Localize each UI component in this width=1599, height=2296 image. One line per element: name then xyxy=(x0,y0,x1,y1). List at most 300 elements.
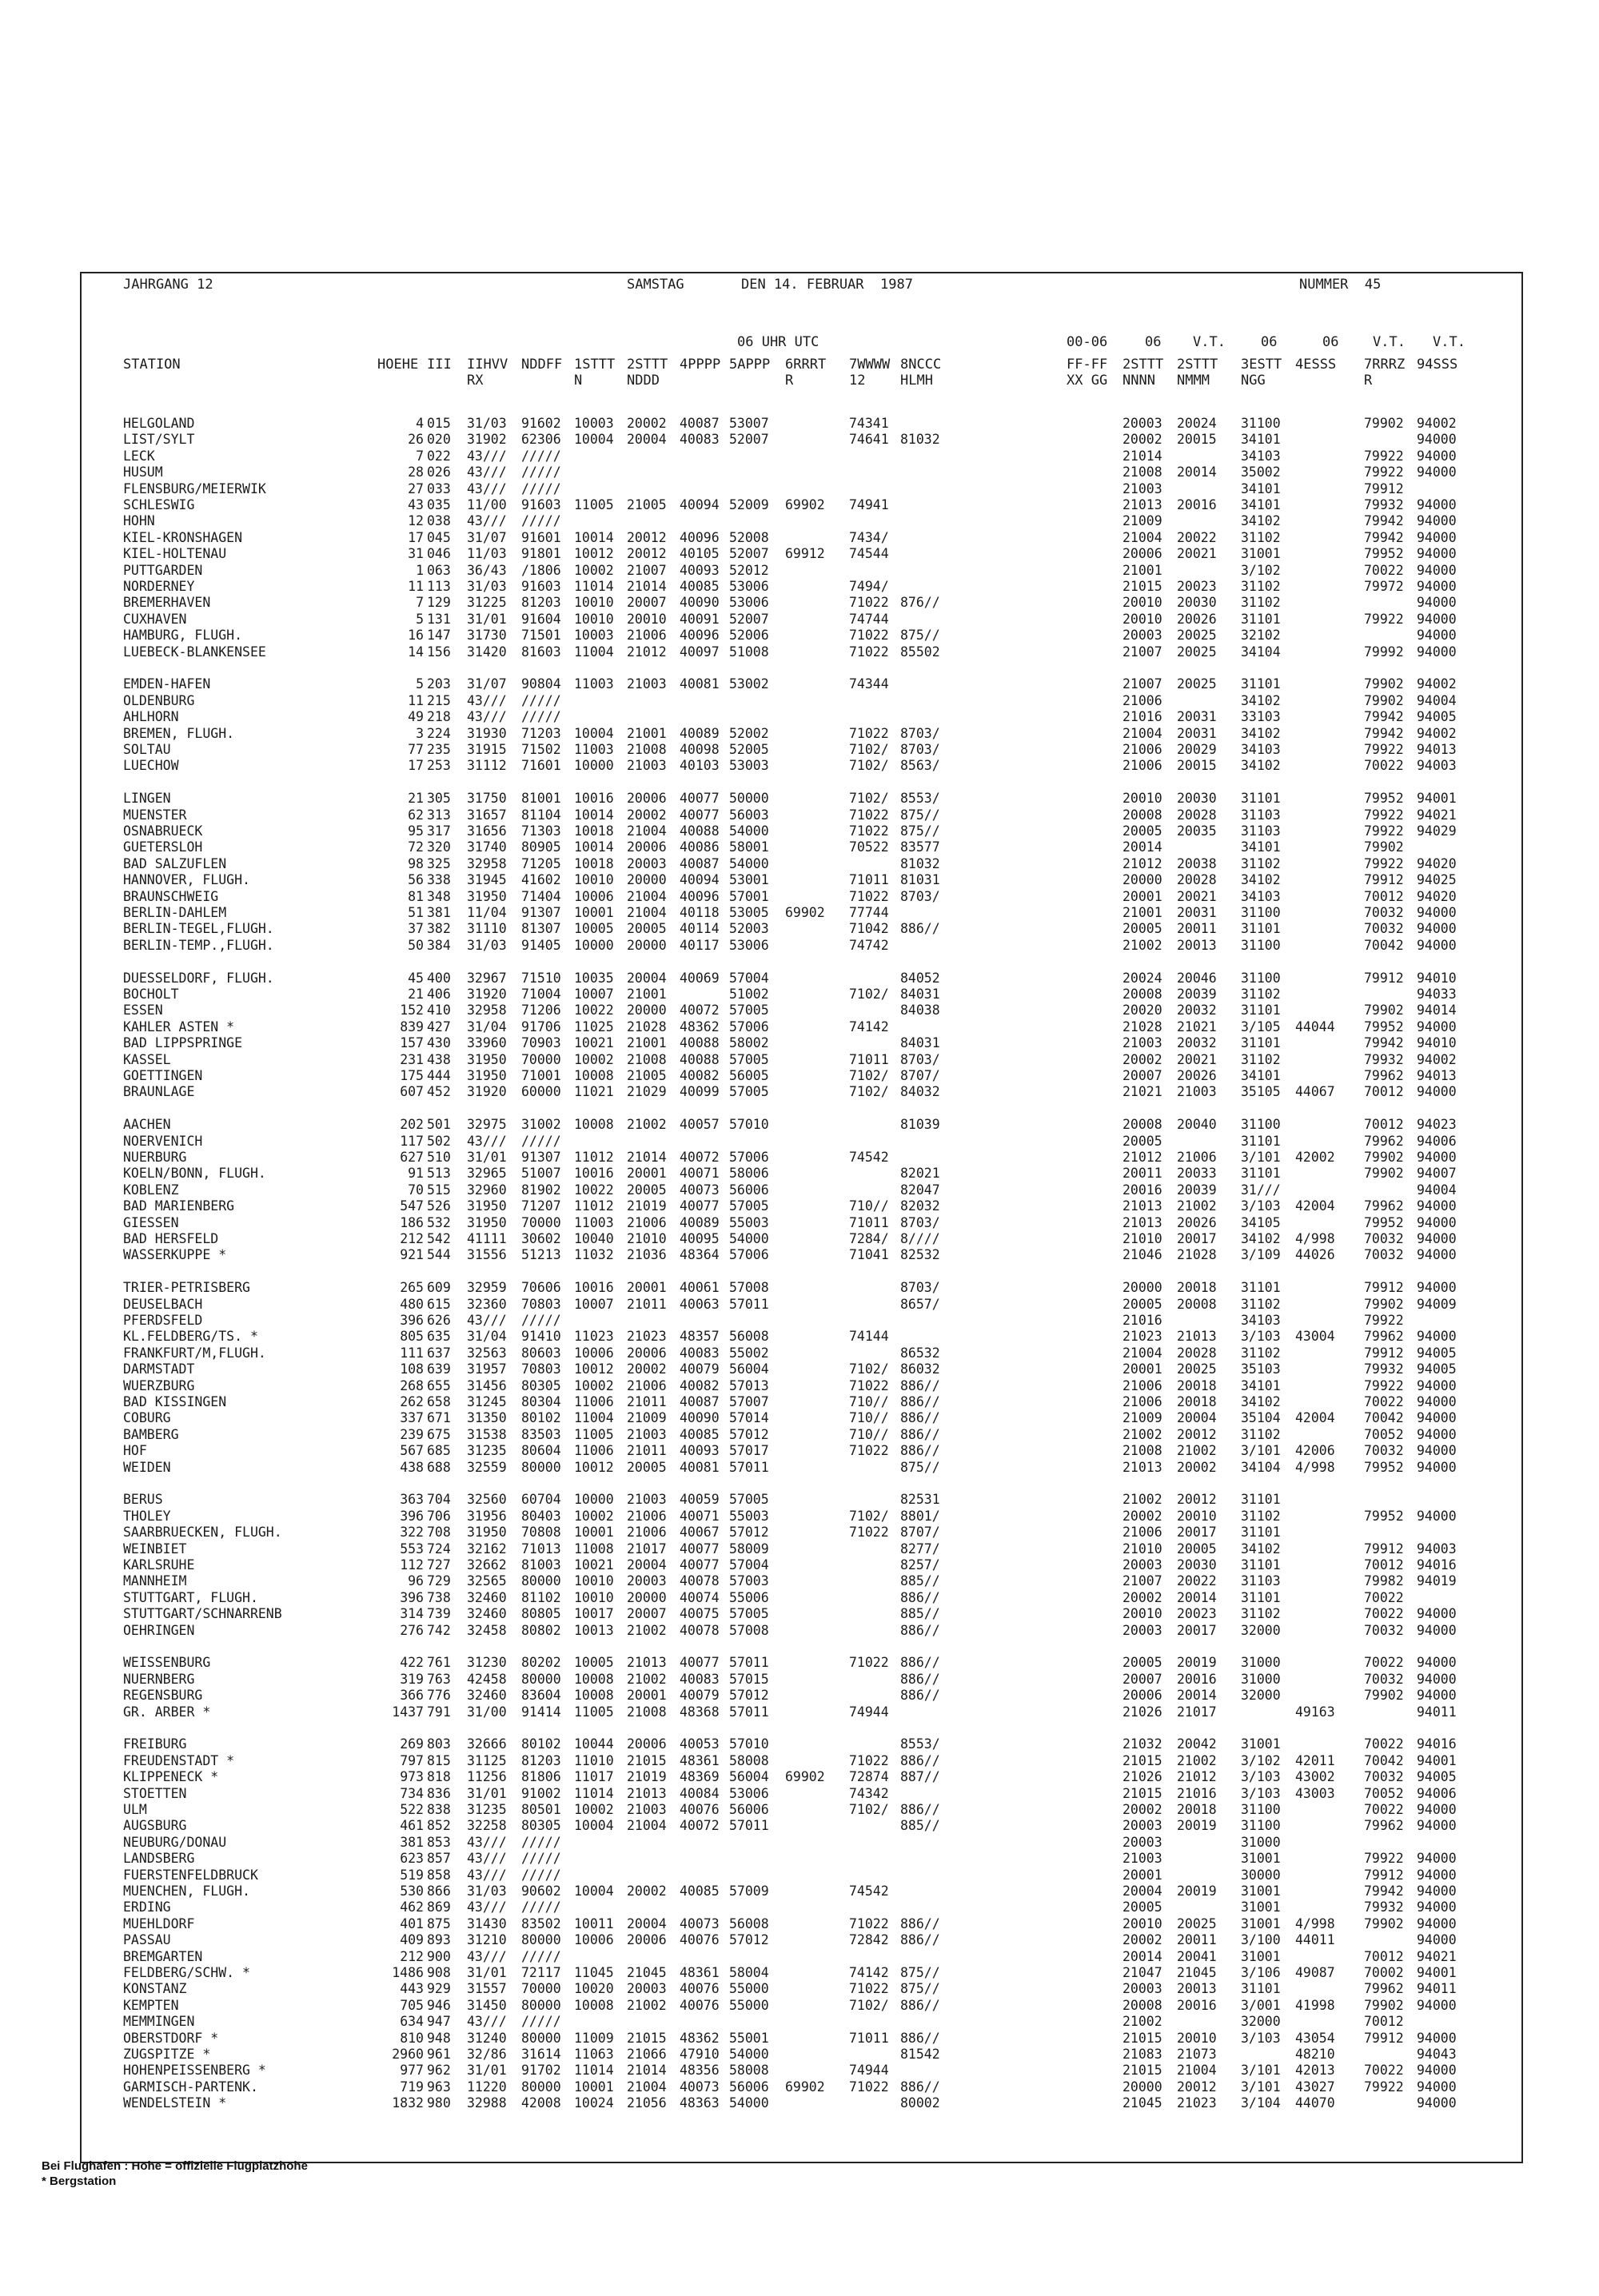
cell-iihvv: 31920 xyxy=(467,1084,507,1100)
cell-c5appp: 52007 xyxy=(729,432,769,448)
cell-c8nccc: 8801/ xyxy=(900,1508,940,1524)
cell-iihvv: 43/// xyxy=(467,448,507,464)
cell-nddff: 81104 xyxy=(521,807,561,823)
cell-nddff: 91307 xyxy=(521,1150,561,1165)
cell-nddff: 71303 xyxy=(521,823,561,839)
cell-iihvv: 31/00 xyxy=(467,1704,507,1720)
cell-c8nccc: 886// xyxy=(900,1443,940,1459)
cell-c7wwww: 71011 xyxy=(849,2030,889,2046)
cell-c1sttt: 10004 xyxy=(574,725,614,741)
cell-s4esss: 43027 xyxy=(1295,2079,1335,2095)
cell-c8nccc: 82047 xyxy=(900,1182,940,1198)
cell-c2sttt: 20006 xyxy=(627,1736,667,1752)
cell-c1sttt: 11005 xyxy=(574,1426,614,1442)
cell-s2sttt: 20005 xyxy=(1122,1296,1162,1312)
cell-s3estt: 32000 xyxy=(1241,2014,1281,2030)
cell-nddff: 80604 xyxy=(521,1443,561,1459)
cell-nddff: 71001 xyxy=(521,1068,561,1083)
cell-c7wwww: 74142 xyxy=(849,1965,889,1980)
cell-s94sss: 94001 xyxy=(1417,1752,1457,1768)
cell-s2sttt_vt: 20030 xyxy=(1177,791,1217,807)
cell-c5appp: 55003 xyxy=(729,1214,769,1230)
cell-s94sss: 94000 xyxy=(1417,579,1457,594)
cell-s3estt: 31101 xyxy=(1241,1557,1281,1573)
cell-hoehe: 50 xyxy=(408,937,424,953)
cell-c7wwww: 7102/ xyxy=(849,742,889,757)
station-name: NEUBURG/DONAU xyxy=(123,1834,227,1850)
station-name: HOF xyxy=(123,1443,147,1459)
cell-s2sttt_vt: 21013 xyxy=(1177,1329,1217,1345)
cell-s3estt: 32000 xyxy=(1241,1622,1281,1638)
cell-c1sttt: 10007 xyxy=(574,1296,614,1312)
cell-c1sttt: 10014 xyxy=(574,807,614,823)
column-header-c7wwww-sub: 12 xyxy=(849,373,866,389)
cell-c5appp: 56004 xyxy=(729,1361,769,1377)
cell-s3estt: 34102 xyxy=(1241,872,1281,888)
column-header-s2sttt_vt: 2STTT xyxy=(1177,357,1218,373)
cell-s3estt: 3/101 xyxy=(1241,1150,1281,1165)
cell-iihvv: 31/07 xyxy=(467,529,507,545)
column-header-c6rrrt-sub: R xyxy=(785,373,794,389)
cell-s2sttt: 21010 xyxy=(1122,1231,1162,1246)
cell-s7rrrz: 79922 xyxy=(1364,855,1404,871)
cell-iii: 866 xyxy=(427,1883,451,1899)
cell-c2sttt: 21019 xyxy=(627,1769,667,1785)
cell-s2sttt: 20002 xyxy=(1122,1508,1162,1524)
cell-hoehe: 337 xyxy=(400,1410,424,1426)
cell-c1sttt: 10000 xyxy=(574,1492,614,1508)
column-header-s3estt: 3ESTT xyxy=(1241,357,1282,373)
cell-s2sttt_vt: 20018 xyxy=(1177,1280,1217,1296)
cell-s94sss: 94000 xyxy=(1417,1150,1457,1165)
cell-c1sttt: 10010 xyxy=(574,611,614,627)
cell-nddff: 81203 xyxy=(521,1752,561,1768)
cell-c8nccc: 8553/ xyxy=(900,1736,940,1752)
cell-c2sttt: 20000 xyxy=(627,872,667,888)
cell-c8nccc: 84038 xyxy=(900,1003,940,1018)
cell-s3estt: 31/// xyxy=(1241,1182,1281,1198)
cell-c5appp: 52006 xyxy=(729,628,769,644)
station-name: BAD MARIENBERG xyxy=(123,1198,235,1214)
cell-s94sss: 94043 xyxy=(1417,2047,1457,2062)
cell-hoehe: 21 xyxy=(408,791,424,807)
cell-c4pppp: 40093 xyxy=(680,1443,720,1459)
cell-s3estt: 31101 xyxy=(1241,1035,1281,1051)
cell-iii: 858 xyxy=(427,1867,451,1883)
station-name: KASSEL xyxy=(123,1051,171,1067)
cell-c2sttt: 21066 xyxy=(627,2047,667,2062)
footnote-airport-height: Bei Flughäfen : Höhe = offizielle Flugplatzhöhe xyxy=(42,2159,308,2173)
cell-c8nccc: 8563/ xyxy=(900,758,940,774)
station-name: MUENSTER xyxy=(123,807,187,823)
cell-c2sttt: 21002 xyxy=(627,1671,667,1687)
cell-c2sttt: 21019 xyxy=(627,1198,667,1214)
cell-s7rrrz: 79942 xyxy=(1364,725,1404,741)
cell-c2sttt: 21005 xyxy=(627,1068,667,1083)
cell-nddff: 80000 xyxy=(521,1932,561,1948)
cell-s3estt: 31000 xyxy=(1241,1655,1281,1671)
cell-iihvv: 31420 xyxy=(467,644,507,660)
cell-c1sttt: 10008 xyxy=(574,1117,614,1133)
cell-s2sttt_vt: 20042 xyxy=(1177,1736,1217,1752)
cell-c5appp: 52003 xyxy=(729,921,769,937)
cell-hoehe: 1437 xyxy=(392,1704,424,1720)
cell-hoehe: 805 xyxy=(400,1329,424,1345)
cell-iii: 045 xyxy=(427,529,451,545)
cell-iihvv: 31950 xyxy=(467,1214,507,1230)
cell-c1sttt: 10003 xyxy=(574,628,614,644)
cell-c1sttt: 10001 xyxy=(574,905,614,920)
cell-s7rrrz: 70032 xyxy=(1364,1769,1404,1785)
cell-iihvv: 31/01 xyxy=(467,611,507,627)
cell-c8nccc: 84031 xyxy=(900,987,940,1002)
cell-nddff: 90602 xyxy=(521,1883,561,1899)
cell-iii: 791 xyxy=(427,1704,451,1720)
cell-s2sttt: 21007 xyxy=(1122,676,1162,692)
cell-c7wwww: 7102/ xyxy=(849,987,889,1002)
cell-s94sss: 94000 xyxy=(1417,1688,1457,1704)
cell-nddff: ///// xyxy=(521,709,561,725)
cell-s3estt: 35105 xyxy=(1241,1084,1281,1100)
cell-c2sttt: 20006 xyxy=(627,839,667,855)
cell-c4pppp: 40072 xyxy=(680,1003,720,1018)
cell-hoehe: 28 xyxy=(408,464,424,480)
column-header-s7rrrz: 7RRRZ xyxy=(1364,357,1406,373)
cell-c1sttt: 10010 xyxy=(574,872,614,888)
cell-c1sttt: 10001 xyxy=(574,1525,614,1541)
cell-s7rrrz: 79912 xyxy=(1364,970,1404,986)
cell-c2sttt: 20001 xyxy=(627,1280,667,1296)
cell-c5appp: 57005 xyxy=(729,1003,769,1018)
cell-c2sttt: 20004 xyxy=(627,970,667,986)
cell-c8nccc: 81032 xyxy=(900,432,940,448)
cell-s7rrrz: 79932 xyxy=(1364,1051,1404,1067)
cell-s2sttt: 20000 xyxy=(1122,872,1162,888)
cell-s2sttt: 21010 xyxy=(1122,1541,1162,1557)
cell-iii: 708 xyxy=(427,1525,451,1541)
cell-c5appp: 52009 xyxy=(729,497,769,512)
cell-c7wwww: 71041 xyxy=(849,1247,889,1263)
cell-iii: 763 xyxy=(427,1671,451,1687)
cell-c8nccc: 86032 xyxy=(900,1361,940,1377)
cell-c2sttt: 21011 xyxy=(627,1296,667,1312)
cell-c1sttt: 10012 xyxy=(574,1459,614,1475)
cell-s7rrrz: 70022 xyxy=(1364,1655,1404,1671)
cell-c1sttt: 10004 xyxy=(574,432,614,448)
cell-hoehe: 43 xyxy=(408,497,424,512)
cell-c8nccc: 84032 xyxy=(900,1084,940,1100)
cell-iii: 836 xyxy=(427,1785,451,1801)
station-name: WUERZBURG xyxy=(123,1377,195,1393)
cell-iii: 348 xyxy=(427,888,451,904)
cell-iii: 929 xyxy=(427,1981,451,1997)
cell-c4pppp: 40072 xyxy=(680,1150,720,1165)
cell-s2sttt: 20002 xyxy=(1122,1589,1162,1605)
cell-s4esss: 44011 xyxy=(1295,1932,1335,1948)
cell-c8nccc: 81031 xyxy=(900,872,940,888)
cell-s94sss: 94005 xyxy=(1417,1345,1457,1361)
cell-c4pppp: 40098 xyxy=(680,742,720,757)
group-label-06b: 06 xyxy=(1261,334,1278,350)
cell-c1sttt: 11012 xyxy=(574,1198,614,1214)
cell-iihvv: 31950 xyxy=(467,1051,507,1067)
cell-iihvv: 43/// xyxy=(467,480,507,496)
cell-c7wwww: 71022 xyxy=(849,595,889,611)
cell-iii: 655 xyxy=(427,1377,451,1393)
cell-c8nccc: 885// xyxy=(900,1573,940,1589)
cell-c1sttt: 10002 xyxy=(574,562,614,578)
cell-hoehe: 322 xyxy=(400,1525,424,1541)
cell-s7rrrz: 70012 xyxy=(1364,1557,1404,1573)
cell-s2sttt_vt: 20041 xyxy=(1177,1948,1217,1964)
station-name: FUERSTENFELDBRUCK xyxy=(123,1867,258,1883)
cell-c1sttt: 11014 xyxy=(574,2063,614,2079)
cell-c2sttt: 21013 xyxy=(627,1655,667,1671)
station-name: FLENSBURG/MEIERWIK xyxy=(123,480,266,496)
cell-s3estt: 32102 xyxy=(1241,628,1281,644)
cell-s2sttt: 20002 xyxy=(1122,432,1162,448)
station-name: BAD LIPPSPRINGE xyxy=(123,1035,243,1051)
cell-nddff: 91414 xyxy=(521,1704,561,1720)
cell-s3estt: 31101 xyxy=(1241,1133,1281,1149)
cell-s2sttt: 21009 xyxy=(1122,1410,1162,1426)
cell-s2sttt_vt: 20030 xyxy=(1177,595,1217,611)
cell-s3estt: 31100 xyxy=(1241,937,1281,953)
cell-c5appp: 57005 xyxy=(729,1198,769,1214)
cell-c5appp: 56006 xyxy=(729,2079,769,2095)
cell-c8nccc: 886// xyxy=(900,1932,940,1948)
station-name: BREMEN, FLUGH. xyxy=(123,725,235,741)
cell-s4esss: 4/998 xyxy=(1295,1231,1335,1246)
cell-hoehe: 705 xyxy=(400,1997,424,2013)
cell-c1sttt: 10004 xyxy=(574,1883,614,1899)
cell-c2sttt: 21056 xyxy=(627,2095,667,2111)
cell-s7rrrz: 79902 xyxy=(1364,1003,1404,1018)
cell-c1sttt: 10012 xyxy=(574,546,614,562)
station-name: HOHENPEISSENBERG * xyxy=(123,2063,266,2079)
cell-c7wwww: 71022 xyxy=(849,725,889,741)
cell-iihvv: 32666 xyxy=(467,1736,507,1752)
cell-iihvv: 33960 xyxy=(467,1035,507,1051)
cell-c2sttt: 21011 xyxy=(627,1394,667,1409)
cell-nddff: 72117 xyxy=(521,1965,561,1980)
cell-s94sss: 94021 xyxy=(1417,807,1457,823)
cell-c7wwww: 7102/ xyxy=(849,791,889,807)
cell-s2sttt_vt: 20023 xyxy=(1177,1606,1217,1622)
cell-s2sttt: 21002 xyxy=(1122,1426,1162,1442)
cell-iihvv: 31/04 xyxy=(467,1018,507,1034)
cell-s94sss: 94023 xyxy=(1417,1117,1457,1133)
cell-c5appp: 57010 xyxy=(729,1117,769,1133)
cell-hoehe: 314 xyxy=(400,1606,424,1622)
cell-c8nccc: 8257/ xyxy=(900,1557,940,1573)
cell-s2sttt: 21013 xyxy=(1122,497,1162,512)
cell-s3estt: 31103 xyxy=(1241,807,1281,823)
cell-s94sss: 94000 xyxy=(1417,2079,1457,2095)
cell-c7wwww: 71011 xyxy=(849,872,889,888)
cell-c2sttt: 20006 xyxy=(627,1345,667,1361)
cell-c5appp: 57009 xyxy=(729,1883,769,1899)
cell-s2sttt: 20010 xyxy=(1122,595,1162,611)
cell-c6rrrt: 69902 xyxy=(785,2079,825,2095)
cell-s2sttt_vt: 21045 xyxy=(1177,1965,1217,1980)
cell-c1sttt: 10016 xyxy=(574,791,614,807)
cell-s2sttt: 21004 xyxy=(1122,725,1162,741)
cell-iihvv: 32967 xyxy=(467,970,507,986)
cell-iii: 727 xyxy=(427,1557,451,1573)
cell-c4pppp: 40076 xyxy=(680,1932,720,1948)
cell-hoehe: 72 xyxy=(408,839,424,855)
cell-c2sttt: 20002 xyxy=(627,807,667,823)
cell-s7rrrz: 70002 xyxy=(1364,1965,1404,1980)
cell-iii: 869 xyxy=(427,1899,451,1915)
cell-iihvv: 31902 xyxy=(467,432,507,448)
cell-c4pppp: 40071 xyxy=(680,1166,720,1182)
column-header-ffff: FF-FF xyxy=(1067,357,1108,373)
cell-iii: 815 xyxy=(427,1752,451,1768)
cell-c1sttt: 10001 xyxy=(574,2079,614,2095)
station-name: NUERNBERG xyxy=(123,1671,195,1687)
cell-hoehe: 21 xyxy=(408,987,424,1002)
cell-iihvv: 32965 xyxy=(467,1166,507,1182)
cell-c5appp: 57013 xyxy=(729,1377,769,1393)
cell-s3estt: 31001 xyxy=(1241,1948,1281,1964)
cell-c7wwww: 71022 xyxy=(849,1915,889,1931)
cell-s94sss: 94001 xyxy=(1417,1965,1457,1980)
cell-c4pppp: 48362 xyxy=(680,1018,720,1034)
cell-iii: 131 xyxy=(427,611,451,627)
date-label: DEN 14. FEBRUAR 1987 xyxy=(741,277,913,293)
footnote-mountain-station: * Bergstation xyxy=(42,2174,117,2188)
cell-iii: 853 xyxy=(427,1834,451,1850)
cell-c2sttt: 20007 xyxy=(627,1606,667,1622)
cell-c1sttt: 10005 xyxy=(574,921,614,937)
cell-s3estt: 3/101 xyxy=(1241,1443,1281,1459)
station-name: NOERVENICH xyxy=(123,1133,203,1149)
cell-c8nccc: 875// xyxy=(900,1965,940,1980)
station-name: AHLHORN xyxy=(123,709,179,725)
cell-c2sttt: 21010 xyxy=(627,1231,667,1246)
cell-c8nccc: 885// xyxy=(900,1818,940,1834)
cell-c8nccc: 8703/ xyxy=(900,1051,940,1067)
column-header-s7rrrz-sub: R xyxy=(1364,373,1373,389)
cell-c8nccc: 82032 xyxy=(900,1198,940,1214)
cell-nddff: 71207 xyxy=(521,1198,561,1214)
cell-c5appp: 53006 xyxy=(729,595,769,611)
cell-hoehe: 112 xyxy=(400,1557,424,1573)
cell-iii: 776 xyxy=(427,1688,451,1704)
cell-s7rrrz: 79972 xyxy=(1364,579,1404,594)
station-name: REGENSBURG xyxy=(123,1688,203,1704)
cell-c8nccc: 886// xyxy=(900,2030,940,2046)
cell-iihvv: 11/04 xyxy=(467,905,507,920)
cell-s94sss: 94000 xyxy=(1417,529,1457,545)
cell-hoehe: 186 xyxy=(400,1214,424,1230)
column-header-c8nccc-sub: HLMH xyxy=(900,373,933,389)
cell-iii: 838 xyxy=(427,1802,451,1817)
cell-s94sss: 94013 xyxy=(1417,1068,1457,1083)
cell-iihvv: 32559 xyxy=(467,1459,507,1475)
cell-nddff: 71502 xyxy=(521,742,561,757)
cell-iihvv: 32460 xyxy=(467,1606,507,1622)
cell-s94sss: 94000 xyxy=(1417,448,1457,464)
cell-hoehe: 96 xyxy=(408,1573,424,1589)
station-name: DEUSELBACH xyxy=(123,1296,203,1312)
station-name: MUEHLDORF xyxy=(123,1915,195,1931)
cell-s2sttt: 20003 xyxy=(1122,1818,1162,1834)
cell-s2sttt: 21012 xyxy=(1122,1150,1162,1165)
cell-s2sttt_vt: 20031 xyxy=(1177,709,1217,725)
cell-s4esss: 42002 xyxy=(1295,1150,1335,1165)
cell-c1sttt: 11006 xyxy=(574,1394,614,1409)
cell-hoehe: 530 xyxy=(400,1883,424,1899)
cell-c5appp: 52007 xyxy=(729,611,769,627)
cell-s2sttt_vt: 20018 xyxy=(1177,1802,1217,1817)
cell-c1sttt: 10017 xyxy=(574,1606,614,1622)
cell-c1sttt: 11003 xyxy=(574,1214,614,1230)
cell-c7wwww: 74944 xyxy=(849,2063,889,2079)
cell-c8nccc: 82021 xyxy=(900,1166,940,1182)
cell-hoehe: 202 xyxy=(400,1117,424,1133)
cell-s2sttt_vt: 20015 xyxy=(1177,432,1217,448)
cell-c8nccc: 85502 xyxy=(900,644,940,660)
cell-c8nccc: 875// xyxy=(900,628,940,644)
cell-c4pppp: 40077 xyxy=(680,1198,720,1214)
cell-c4pppp: 40097 xyxy=(680,644,720,660)
cell-c2sttt: 20012 xyxy=(627,546,667,562)
cell-hoehe: 973 xyxy=(400,1769,424,1785)
cell-hoehe: 265 xyxy=(400,1280,424,1296)
cell-s3estt: 31100 xyxy=(1241,905,1281,920)
cell-c4pppp: 40083 xyxy=(680,1345,720,1361)
cell-nddff: 51213 xyxy=(521,1247,561,1263)
cell-c8nccc: 82531 xyxy=(900,1492,940,1508)
cell-hoehe: 212 xyxy=(400,1231,424,1246)
station-name: NUERBURG xyxy=(123,1150,187,1165)
cell-c5appp: 57001 xyxy=(729,888,769,904)
cell-iihvv: 31456 xyxy=(467,1377,507,1393)
cell-c7wwww: 74944 xyxy=(849,1704,889,1720)
cell-c2sttt: 21017 xyxy=(627,1541,667,1557)
cell-c4pppp: 40075 xyxy=(680,1606,720,1622)
cell-c2sttt: 21008 xyxy=(627,1704,667,1720)
cell-c1sttt: 11014 xyxy=(574,579,614,594)
cell-nddff: 71404 xyxy=(521,888,561,904)
cell-c1sttt: 10000 xyxy=(574,758,614,774)
cell-iihvv: 43/// xyxy=(467,1899,507,1915)
cell-s2sttt: 20008 xyxy=(1122,987,1162,1002)
cell-s2sttt_vt: 20014 xyxy=(1177,1589,1217,1605)
cell-c1sttt: 10040 xyxy=(574,1231,614,1246)
cell-c4pppp: 40077 xyxy=(680,1541,720,1557)
cell-iii: 410 xyxy=(427,1003,451,1018)
cell-s94sss: 94002 xyxy=(1417,1051,1457,1067)
cell-nddff: 71205 xyxy=(521,855,561,871)
cell-nddff: 30602 xyxy=(521,1231,561,1246)
station-name: BRAUNSCHWEIG xyxy=(123,888,219,904)
station-name: WASSERKUPPE * xyxy=(123,1247,227,1263)
cell-c2sttt: 21012 xyxy=(627,644,667,660)
cell-s7rrrz: 70022 xyxy=(1364,1736,1404,1752)
cell-c1sttt: 11032 xyxy=(574,1247,614,1263)
cell-iihvv: 41111 xyxy=(467,1231,507,1246)
column-header-s2sttt-sub: NNNN xyxy=(1122,373,1155,389)
cell-iii: 639 xyxy=(427,1361,451,1377)
cell-s94sss: 94000 xyxy=(1417,1018,1457,1034)
cell-nddff: ///// xyxy=(521,480,561,496)
cell-c5appp: 57007 xyxy=(729,1394,769,1409)
cell-c8nccc: 886// xyxy=(900,1655,940,1671)
